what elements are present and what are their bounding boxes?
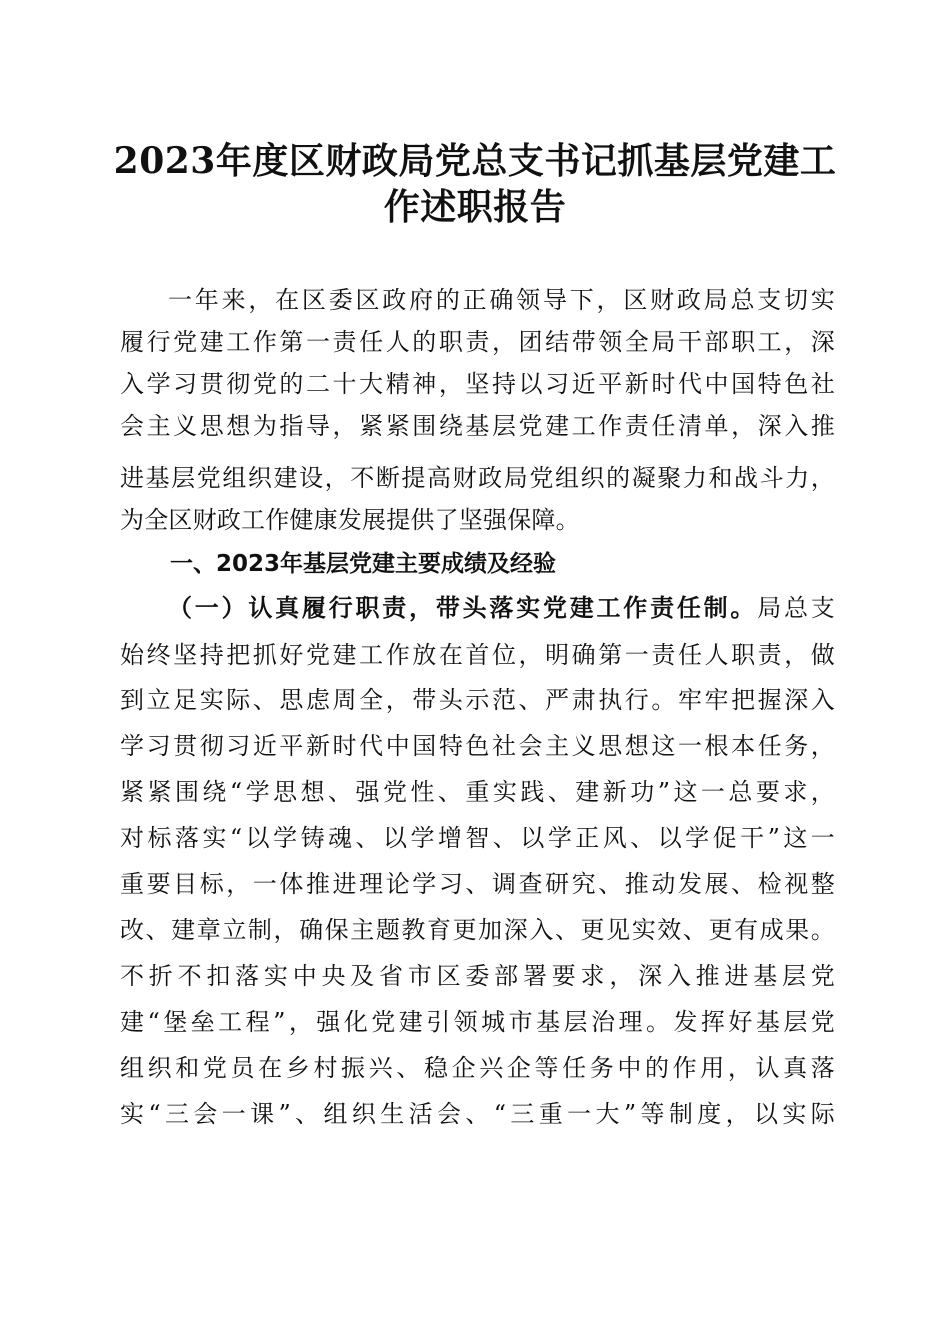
body-line: 学习贯彻习近平新时代中国特色社会主义思想这一根本任务，: [120, 732, 835, 760]
intro-line: 为全区财政工作健康发展提供了坚强保障。: [120, 506, 580, 534]
subsection-lead: （一）认真履行职责，带头落实党建工作责任制。: [168, 594, 758, 622]
body-line: 组织和党员在乡村振兴、稳企兴企等任务中的作用，认真落: [120, 1054, 835, 1082]
body-line: 实“三会一课”、组织生活会、“三重一大”等制度，以实际: [120, 1100, 835, 1128]
document-title-line-2: 作述职报告: [383, 186, 567, 228]
intro-line: 履行党建工作第一责任人的职责，团结带领全局干部职工，深: [120, 328, 835, 356]
body-line: 重要目标，一体推进理论学习、调查研究、推动发展、检视整: [120, 870, 835, 898]
intro-line: 入学习贯彻党的二十大精神，坚持以习近平新时代中国特色社: [120, 370, 835, 398]
body-line: 建“堡垒工程”，强化党建引领城市基层治理。发挥好基层党: [120, 1008, 835, 1036]
body-line: 始终坚持把抓好党建工作放在首位，明确第一责任人职责，做: [120, 641, 835, 669]
body-line: 到立足实际、思虑周全，带头示范、严肃执行。牢牢把握深入: [120, 686, 835, 714]
intro-line: 进基层党组织建设，不断提高财政局党组织的凝聚力和战斗力，: [120, 464, 835, 492]
intro-line: 一年来，在区委区政府的正确领导下，区财政局总支切实: [168, 286, 835, 314]
section-heading: 一、2023年基层党建主要成绩及经验: [170, 551, 557, 577]
intro-line: 会主义思想为指导，紧紧围绕基层党建工作责任清单，深入推: [120, 412, 835, 440]
subsection-lead-tail: 局总支: [757, 594, 835, 622]
body-line: 紧紧围绕“学思想、强党性、重实践、建新功”这一总要求，: [120, 778, 835, 806]
body-line: 对标落实“以学铸魂、以学增智、以学正风、以学促干”这一: [120, 824, 835, 852]
body-line: 改、建章立制，确保主题教育更加深入、更见实效、更有成果。: [120, 916, 835, 944]
subsection-first-line: [168, 593, 835, 623]
document-title-line-1: 2023年度区财政局党总支书记抓基层党建工: [113, 140, 837, 182]
body-line: 不折不扣落实中央及省市区委部署要求，深入推进基层党: [120, 962, 835, 990]
